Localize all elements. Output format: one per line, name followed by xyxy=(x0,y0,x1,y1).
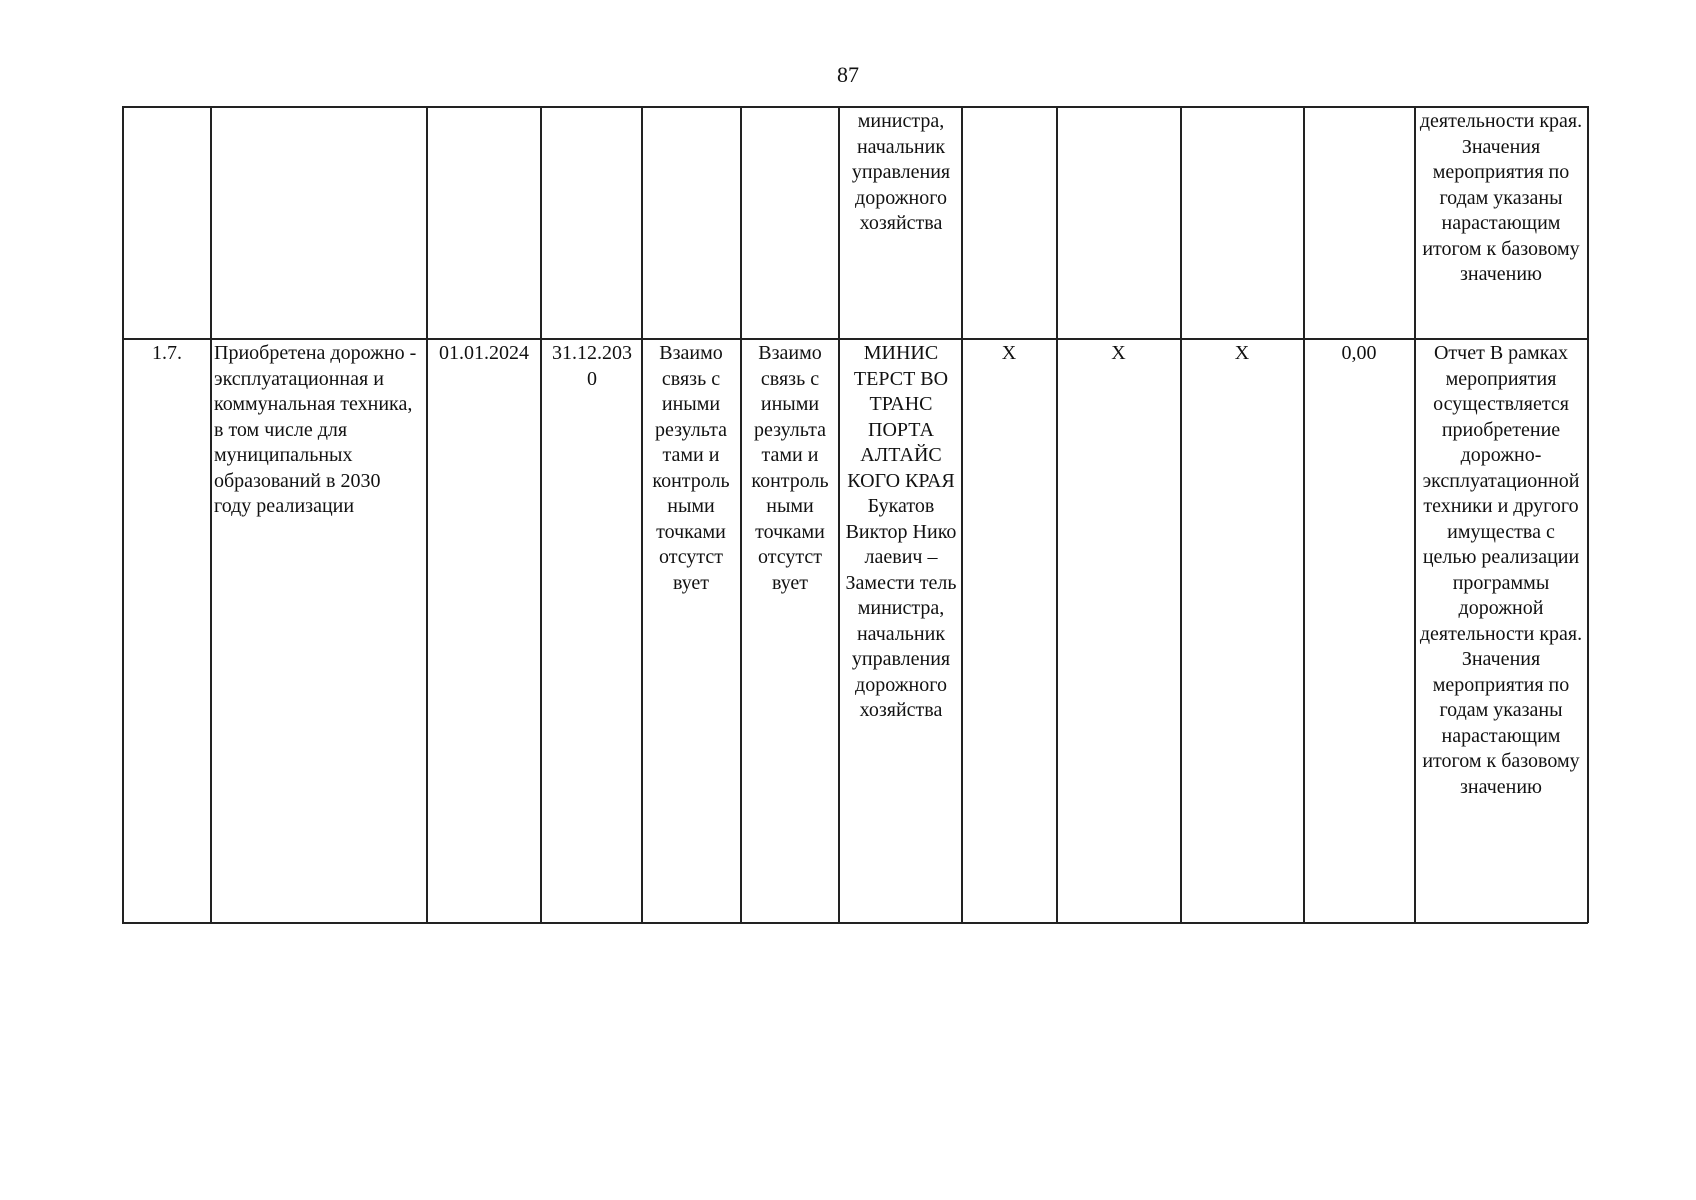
x-cell-3: X xyxy=(1234,342,1250,364)
cont-responsible-cell: министра, начальник управления дорожного хозяйства xyxy=(851,110,951,234)
relation-cell-1: Взаимо связь с иными результа тами и контроль ными точками отсутст вует xyxy=(652,342,730,594)
amount-cell: 0,00 xyxy=(1341,342,1377,364)
column-border xyxy=(838,106,840,923)
column-border xyxy=(540,106,542,923)
x-cell-1: X xyxy=(1001,342,1017,364)
row-number-cell: 1.7. xyxy=(152,342,182,364)
start-date-cell: 01.01.2024 xyxy=(439,342,529,364)
column-border xyxy=(1587,106,1589,923)
cont-notes-cell: деятельности края. Значения мероприятия по годам указаны нарастающим итогом к базовому значению xyxy=(1419,110,1583,285)
page-number: 87 xyxy=(837,62,859,87)
column-border xyxy=(1414,106,1416,923)
x-cell-2: X xyxy=(1111,342,1126,364)
item-name-cell: Приобретена дорожно - эксплуатационная и коммунальная техника, в том числе для муниципальных образований в 2030 году реализации xyxy=(214,342,417,517)
end-date-cell: 31.12.203 0 xyxy=(552,342,632,390)
notes-cell: Отчет В рамках мероприятия осуществляется приобретение дорожно-эксплуатационной техники и другого имущества с целью реализации программы дорожной деятельности края. Значения мероприятия по годам указаны нарастающим итогом к базовому значению xyxy=(1419,342,1583,798)
relation-cell-2: Взаимо связь с иными результа тами и контроль ными точками отсутст вует xyxy=(751,342,829,594)
responsible-cell: МИНИС ТЕРСТ ВО ТРАНС ПОРТА АЛТАЙС КОГО КРАЯ Букатов Виктор Нико лаевич – Замести тель министра, начальник управления дорожного хозяйства xyxy=(845,342,957,721)
table-bottom-border xyxy=(122,922,1588,924)
